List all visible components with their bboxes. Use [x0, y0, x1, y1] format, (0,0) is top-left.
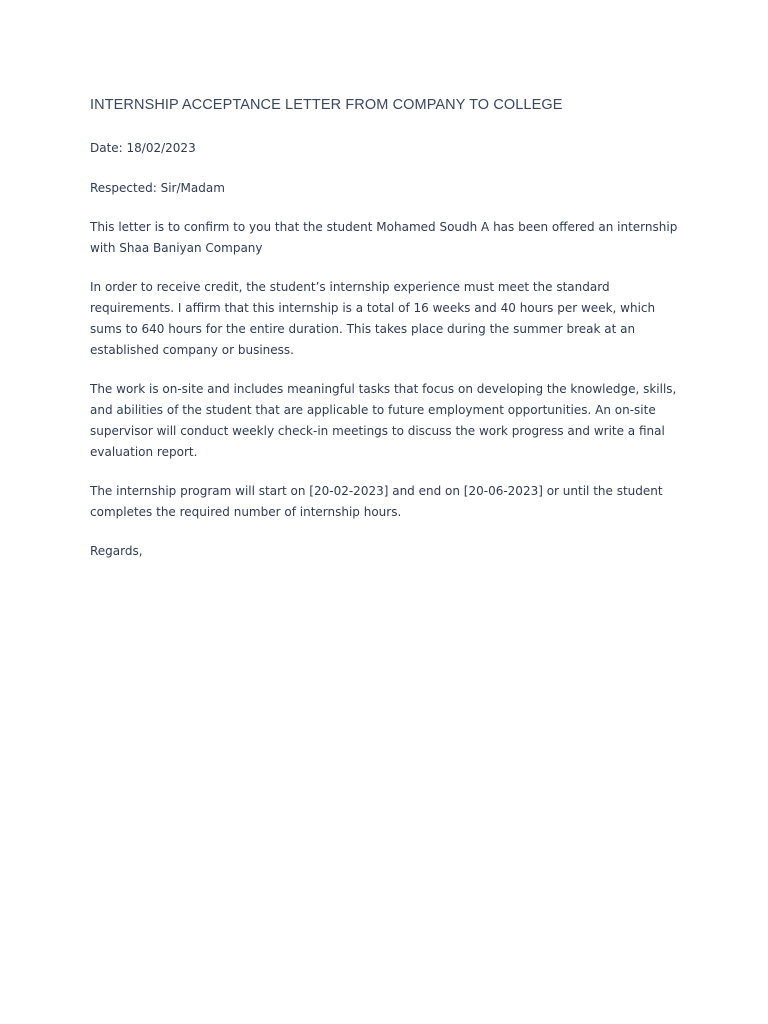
letter-salutation: Respected: Sir/Madam — [90, 181, 225, 195]
paragraph-schedule: The internship program will start on [20-02-2023] and end on [20-06-2023] or until the student completes the required number of internship hours. — [90, 484, 663, 519]
letter-closing: Regards, — [90, 544, 143, 558]
letter-date: Date: 18/02/2023 — [90, 141, 196, 155]
letter-title: INTERNSHIP ACCEPTANCE LETTER FROM COMPANY TO COLLEGE — [90, 97, 563, 113]
letter-body — [90, 94, 690, 580]
paragraph-offer: This letter is to confirm to you that the student Mohamed Soudh A has been offered an internship with Shaa Baniyan Company — [90, 220, 678, 255]
paragraph-work-description: The work is on-site and includes meaningful tasks that focus on developing the knowledge, skills, and abilities of the student that are applicable to future employment opportunities. An on-site supervisor will conduct weekly check-in meetings to discuss the work progress and write a final evaluation report. — [90, 382, 677, 459]
paragraph-requirements: In order to receive credit, the student’s internship experience must meet the standard requirements. I affirm that this internship is a total of 16 weeks and 40 hours per week, which sums to 640 hours for the entire duration. This takes place during the summer break at an established company or business. — [90, 280, 656, 357]
